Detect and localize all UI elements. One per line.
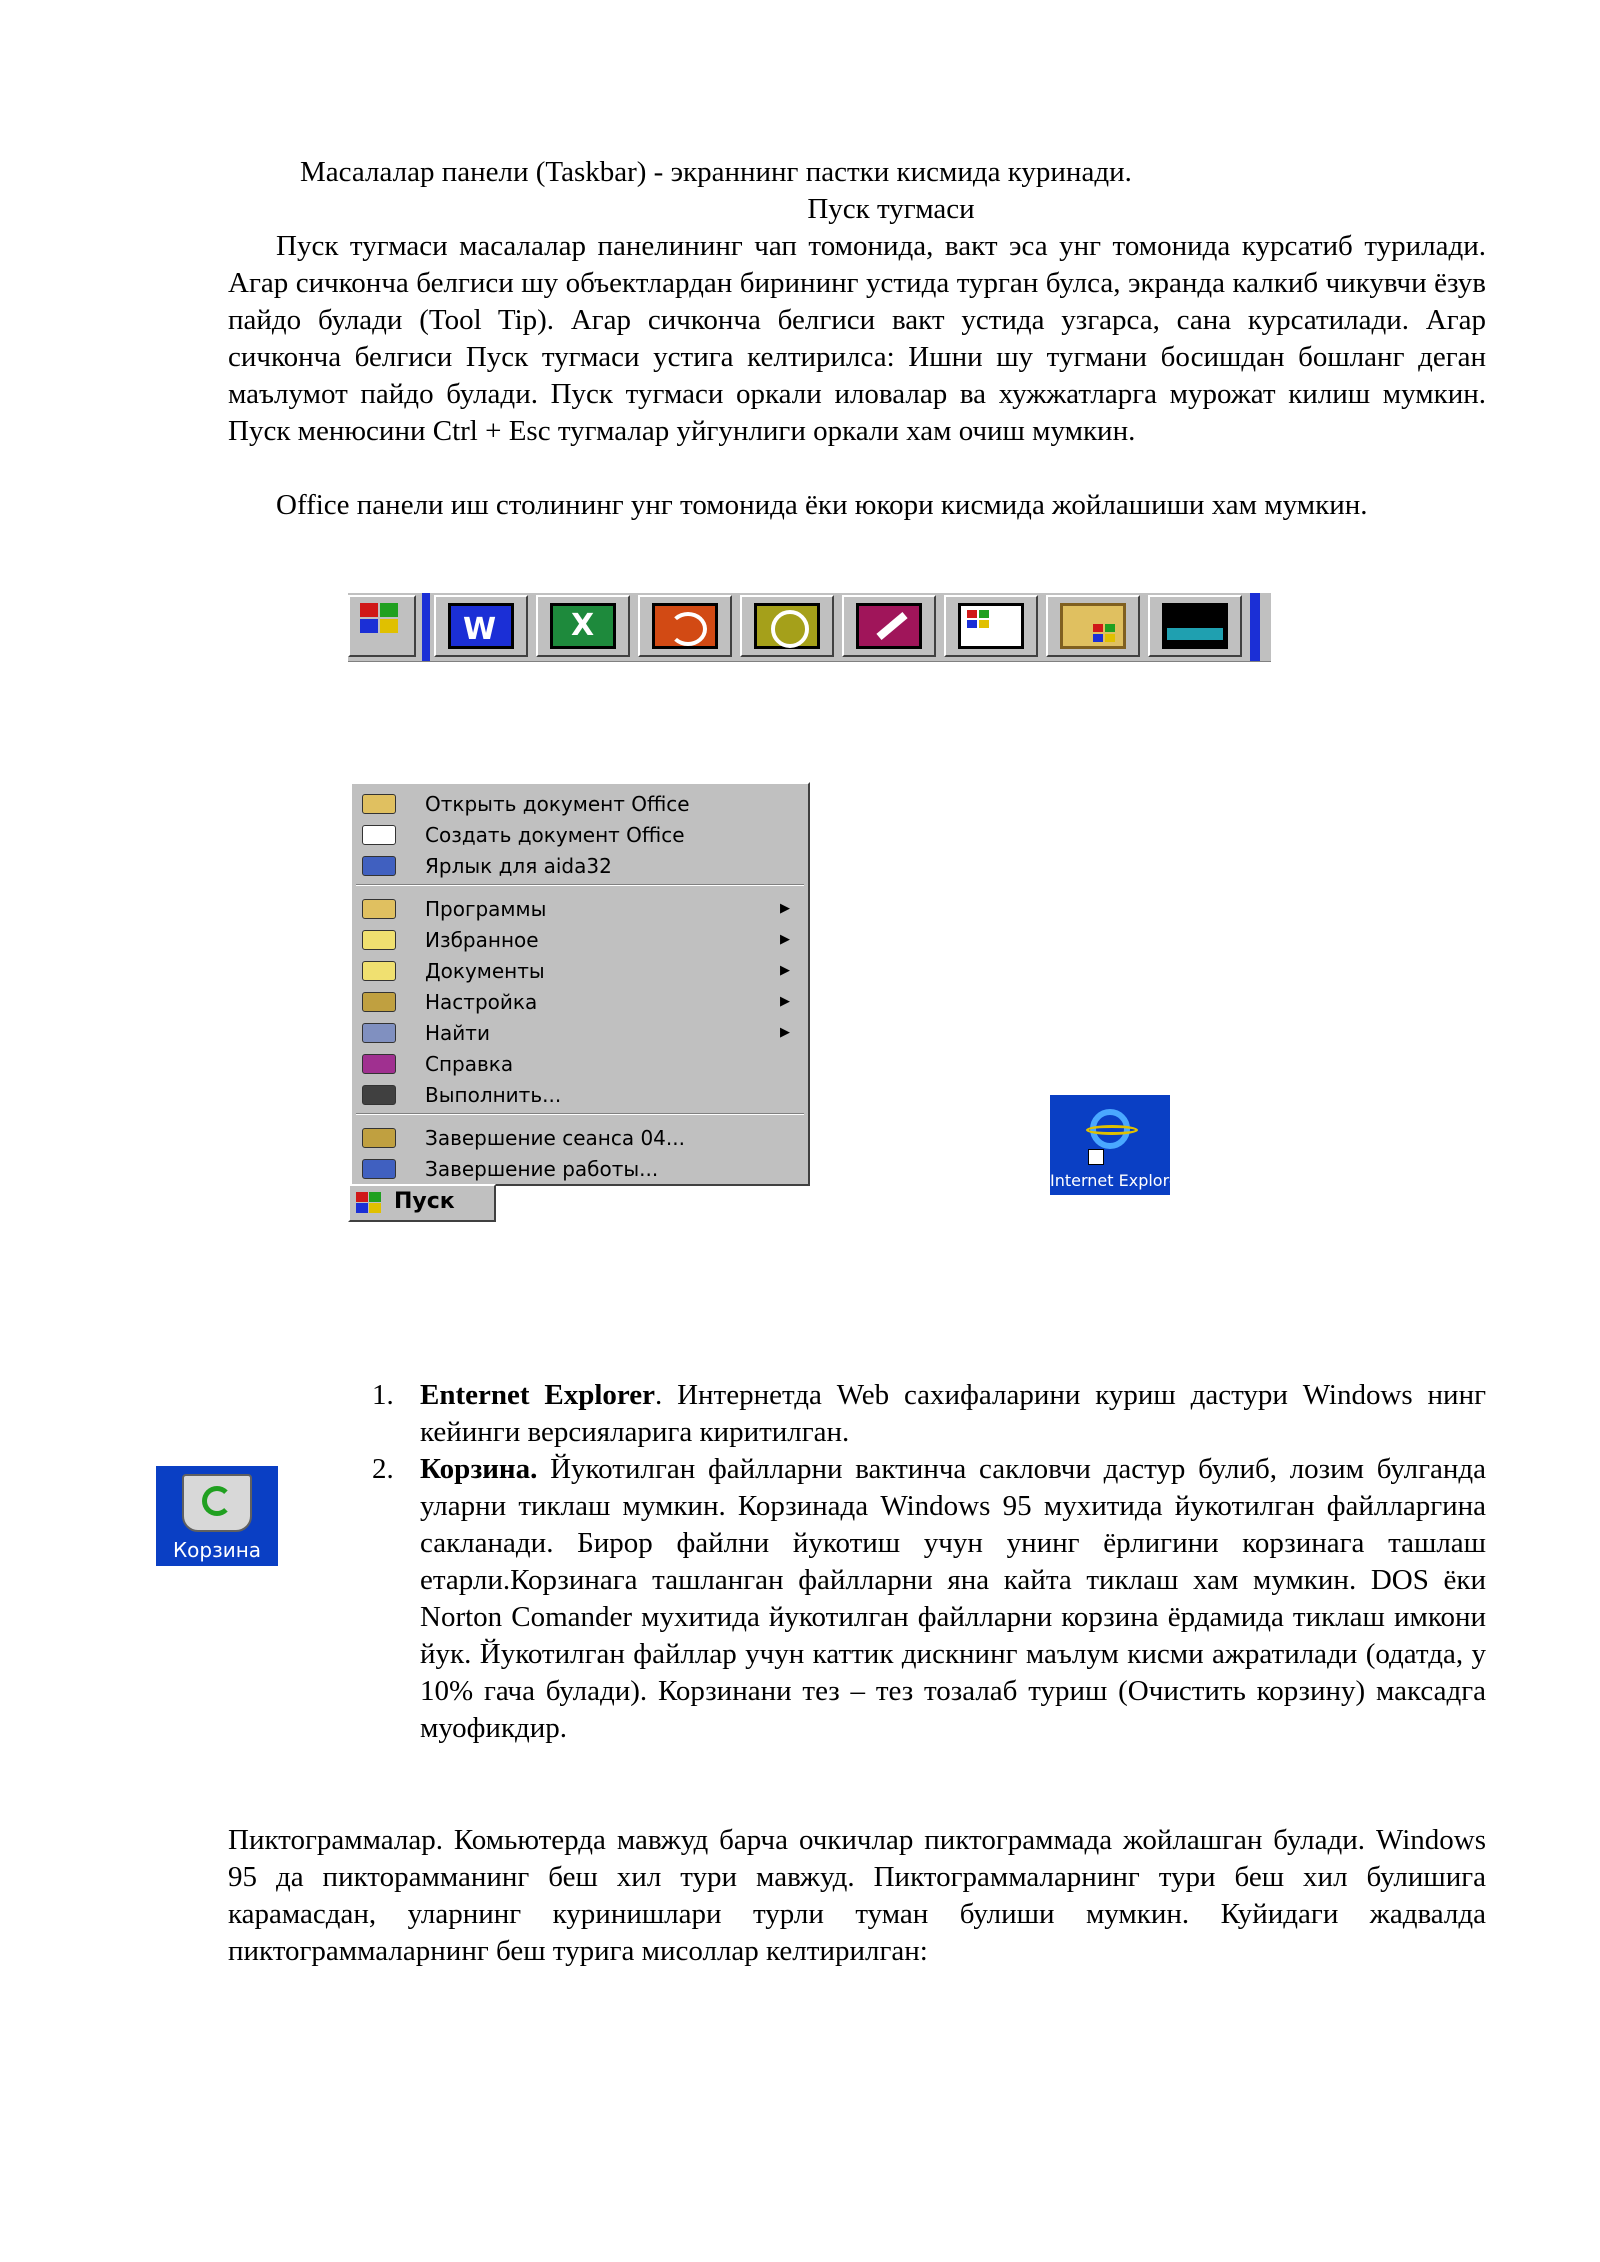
menu-item-help[interactable]: Справка: [352, 1049, 808, 1079]
menu-item-settings[interactable]: Настройка ▶: [352, 987, 808, 1017]
list-item-text: . Интернетда Web сахифаларини куриш дастури Windows нинг кейинги версияларига киритилган.: [420, 1379, 1486, 1448]
submenu-arrow-icon: ▶: [780, 901, 790, 916]
display-button[interactable]: [1148, 595, 1242, 657]
office-toolbar: [348, 592, 1271, 662]
word-icon: W: [448, 603, 514, 649]
paragraph-start-button: Пуск тугмаси масалалар панелининг чап томонида, вакт эса унг томонида курсатиб турилади. Агар сичкончa белгиси шу объектлардан бирининг устида турган булса, экранда калкиб чикувчи ёзув пайдо булади (Tool Tip). Агар сичконча белгиси вакт устида узгарса, сана курсатилади. Агар сичконча белгиси Пуск тугмаси устига келтирилса: Ишни шу тугмани босишдан бошланг деган маълумот пайдо булади. Пуск тугмаси оркали иловалар ва хужжатларга мурожат килиш мумкин. Пуск менюсини Ctrl + Esc тугмалар уйгунлиги оркали хам очиш мумкин.: [228, 230, 1486, 447]
display-icon: [1162, 603, 1228, 649]
help-icon: [362, 1054, 396, 1074]
documents-icon: [362, 961, 396, 981]
list-number: 2.: [372, 1453, 394, 1485]
paragraph-icons: Пиктограммалар. Комьютерда мавжуд барча очкичлар пиктограммада жойлашган булади. Windows 95 да пикторамманинг беш хил тури мавжуд. Пиктограммаларнинг тури беш хил булишига карамасдан, уларнинг куринишлари турли туман булиши мумкин. Куйидаги жадвалда пиктограммаларнинг беш турига мисоллар келтирилган:: [228, 1824, 1486, 1967]
toolbar-divider: [422, 593, 430, 661]
office-logo-button[interactable]: [348, 595, 416, 657]
list-item-title: Enternet Explorer: [420, 1379, 655, 1411]
start-button[interactable]: [348, 1184, 496, 1222]
start-menu: [350, 782, 810, 1186]
menu-item-documents[interactable]: Документы ▶: [352, 956, 808, 986]
internet-explorer-desktop-icon[interactable]: [1050, 1095, 1186, 1195]
new-document-button[interactable]: [944, 595, 1038, 657]
open-folder-icon: [362, 794, 396, 814]
submenu-arrow-icon: ▶: [780, 963, 790, 978]
excel-button[interactable]: [536, 595, 630, 657]
taskbar-line: Масалалар панели (Taskbar) - экраннинг пастки кисмида куринади.: [300, 156, 1132, 188]
powerpoint-button[interactable]: [638, 595, 732, 657]
recycle-bin-icon: [182, 1474, 252, 1532]
office-logo-icon: [360, 603, 398, 633]
shut-down-icon: [362, 1159, 396, 1179]
settings-icon: [362, 992, 396, 1012]
shortcut-icon: [362, 856, 396, 876]
open-folder-icon: [1060, 603, 1126, 649]
internet-explorer-icon: [1090, 1109, 1130, 1149]
section-heading: Пуск тугмаси: [807, 193, 975, 225]
list-number: 1.: [372, 1379, 394, 1411]
schedule-icon: [754, 603, 820, 649]
log-off-icon: [362, 1128, 396, 1148]
menu-item-open-office-document[interactable]: Открыть документ Office: [352, 789, 808, 819]
start-button-label: Пуск: [394, 1189, 455, 1214]
paragraph-office-panel: Office панели иш столининг унг томонида ёки юкори кисмида жойлашиши хам мумкин.: [276, 489, 1368, 521]
toolbar-end-divider: [1250, 593, 1260, 661]
internet-explorer-label: Internet Explorer: [1050, 1171, 1186, 1190]
list-item-text: Йукотилган файлларни вактинча сакловчи дастур булиб, лозим булганда уларни тиклаш мумкин. Корзинада Windows 95 мухитида йукотилган файлларгина сакланади. Бирор файлни йукотиш учун унинг ёрлигини корзинага ташлаш етарли.Корзинага ташланган файлларни яна кайта тиклаш хам мумкин. DOS ёки Norton Comander мухитида йукотилган файлларни корзина ёрдамида тиклаш имкони йук. Йукотилган файллар учун каттик дискнинг маълум кисми ажратилади (одатда, у 10% гача булади). Корзинани тез – тез тозалаб туриш (Очистить корзину) максадга муофикдир.: [420, 1453, 1486, 1744]
word-button[interactable]: [434, 595, 528, 657]
menu-item-log-off[interactable]: Завершение сеанса 04...: [352, 1123, 808, 1153]
recycle-bin-label: Корзина: [172, 1538, 262, 1562]
access-icon: [856, 603, 922, 649]
list-item-internet-explorer: [420, 1377, 1486, 1451]
submenu-arrow-icon: ▶: [780, 994, 790, 1009]
menu-item-aida32-shortcut[interactable]: Ярлык для aida32: [352, 851, 808, 881]
programs-icon: [362, 899, 396, 919]
access-button[interactable]: [842, 595, 936, 657]
menu-separator: [356, 1113, 804, 1115]
find-icon: [362, 1023, 396, 1043]
powerpoint-icon: [652, 603, 718, 649]
shortcut-arrow-icon: [1088, 1149, 1104, 1165]
windows-logo-icon: [356, 1192, 382, 1214]
schedule-button[interactable]: [740, 595, 834, 657]
menu-item-new-office-document[interactable]: Создать документ Office: [352, 820, 808, 850]
list-item-title: Корзина.: [420, 1453, 538, 1485]
excel-icon: X: [550, 603, 616, 649]
menu-separator: [356, 884, 804, 886]
menu-item-programs[interactable]: Программы ▶: [352, 894, 808, 924]
list-item-recycle-bin: [420, 1451, 1486, 1747]
submenu-arrow-icon: ▶: [780, 932, 790, 947]
recycle-bin-desktop-icon[interactable]: [156, 1466, 278, 1566]
submenu-arrow-icon: ▶: [780, 1025, 790, 1040]
menu-item-find[interactable]: Найти ▶: [352, 1018, 808, 1048]
menu-item-shut-down[interactable]: Завершение работы...: [352, 1154, 808, 1184]
new-document-icon: [958, 603, 1024, 649]
menu-item-favorites[interactable]: Избранное ▶: [352, 925, 808, 955]
favorites-icon: [362, 930, 396, 950]
new-document-icon: [362, 825, 396, 845]
menu-item-run[interactable]: Выполнить...: [352, 1080, 808, 1110]
run-icon: [362, 1085, 396, 1105]
open-document-button[interactable]: [1046, 595, 1140, 657]
